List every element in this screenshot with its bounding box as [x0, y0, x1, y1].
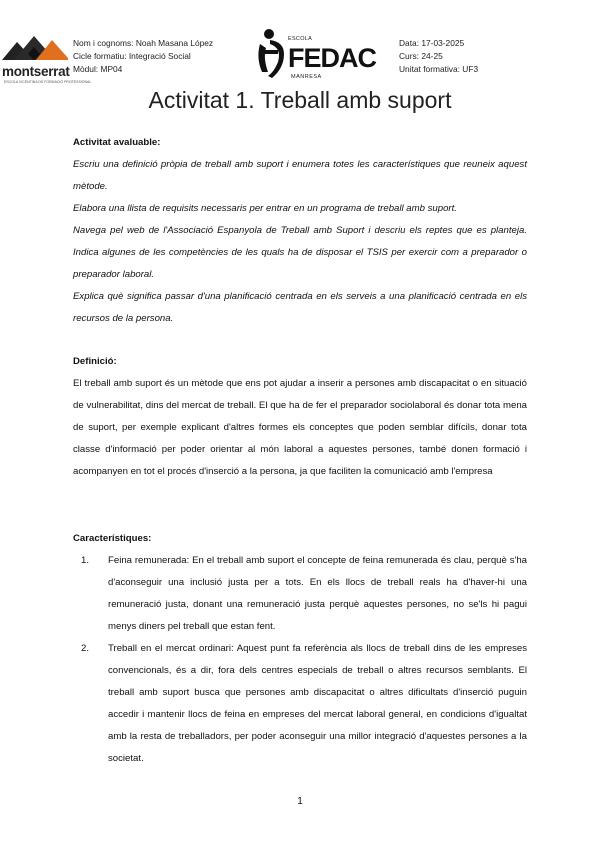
list-item-text: Treball en el mercat ordinari: Aquest punt fa referència als llocs de treball dins de les empreses convencionals, és a dir, fora dels centres especials de treball o altres recursos semblants. El treball amb suport busca que persones amb discapacitat o altres dificultats d'inserció puguin accedir i mantenir llocs de feina en empreses del mercat laboral general, en condicions d'igualtat amb la resta de treballadors, per poder aconseguir una millor integració d'aquestes persones a la societat.: [108, 643, 527, 764]
fedac-manresa: MANRESA: [291, 74, 322, 80]
header-left-info: [73, 37, 213, 76]
course: Curs: 24-25: [399, 51, 443, 61]
page-title: Activitat 1. Treball amb suport: [148, 87, 452, 113]
list-item-text: Feina remunerada: En el treball amb suport el concepte de feina remunerada és clau, perquè s'ha d'aconseguir una inclusió justa per a tots. En els llocs de treball reals ha d'haver-hi una remuneració justa, donant una remuneració justa perquè aquestes persones, no se'ls hi pagui menys diners pel treball que estan fent.: [108, 555, 527, 632]
activity-line-4: Explica què significa passar d'una planificació centrada en els serveis a una planificació centrada en els recursos de la persona.: [73, 291, 527, 324]
list-item: [73, 550, 527, 638]
definition-text: El treball amb suport és un mètode que ens pot ajudar a inserir a persones amb discapacitat o en situació de vulnerabilitat, dins del mercat de treball. El que ha de fer el preparador sociolaboral és donar tota mena de suport, per exemple explicant d'altres formes els conceptes que poden semblar difícils, donar tota classe d'informació per poder orientar al món laboral a aquestes persones, també donen formació i acompanyen en tot el procés d'inserció a la persona, ja que faciliten la comunicació amb l'empresa: [73, 378, 527, 477]
characteristics-heading-wrap: [73, 528, 527, 550]
fedac-wordmark: FEDAC: [288, 43, 376, 73]
definition-section: [73, 351, 527, 483]
module: Mòdul: MP04: [73, 64, 123, 74]
unit: Unitat formativa: UF3: [399, 64, 479, 74]
montserrat-mountain-icon: [2, 30, 68, 64]
fedac-escola: ESCOLA: [288, 36, 313, 42]
cycle: Cicle formatiu: Integració Social: [73, 51, 191, 61]
characteristics-list: [73, 550, 527, 770]
date: Data: 17-03-2025: [399, 38, 465, 48]
list-item-number: 2.: [81, 643, 90, 654]
activity-line-1: Escriu una definició pròpia de treball amb suport i enumera totes les característiques que reuneix aquest mètode.: [73, 159, 527, 192]
activity-line-3: Navega pel web de l'Associació Espanyola de Treball amb Suport i descriu els reptes que es planteja. Indica algunes de les competències de les quals ha de disposar el TSIS per exercir com a preparador o preparador laboral.: [73, 225, 527, 280]
list-item-number: 1.: [81, 555, 90, 566]
left-logo-text: montserrat: [2, 64, 70, 79]
activity-section: [73, 132, 527, 330]
list-item: [73, 638, 527, 770]
page-number: 1: [297, 796, 303, 807]
activity-heading: Activitat avaluable:: [73, 137, 161, 148]
activity-line-2: Elabora una llista de requisits necessaris per entrar en un programa de treball amb suport.: [73, 203, 457, 214]
montserrat-logo: [2, 30, 92, 85]
definition-heading: Definició:: [73, 356, 117, 367]
left-logo-subtext: ESCOLA VICENTINA DE FORMACIÓ PROFESSIONAL: [4, 80, 92, 84]
header-right-info: [399, 37, 478, 76]
student-name: Nom i cognoms: Noah Masana López: [73, 38, 214, 48]
characteristics-heading: Característiques:: [73, 533, 152, 544]
fedac-logo: [254, 26, 384, 84]
fedac-figure-icon: [254, 28, 288, 80]
